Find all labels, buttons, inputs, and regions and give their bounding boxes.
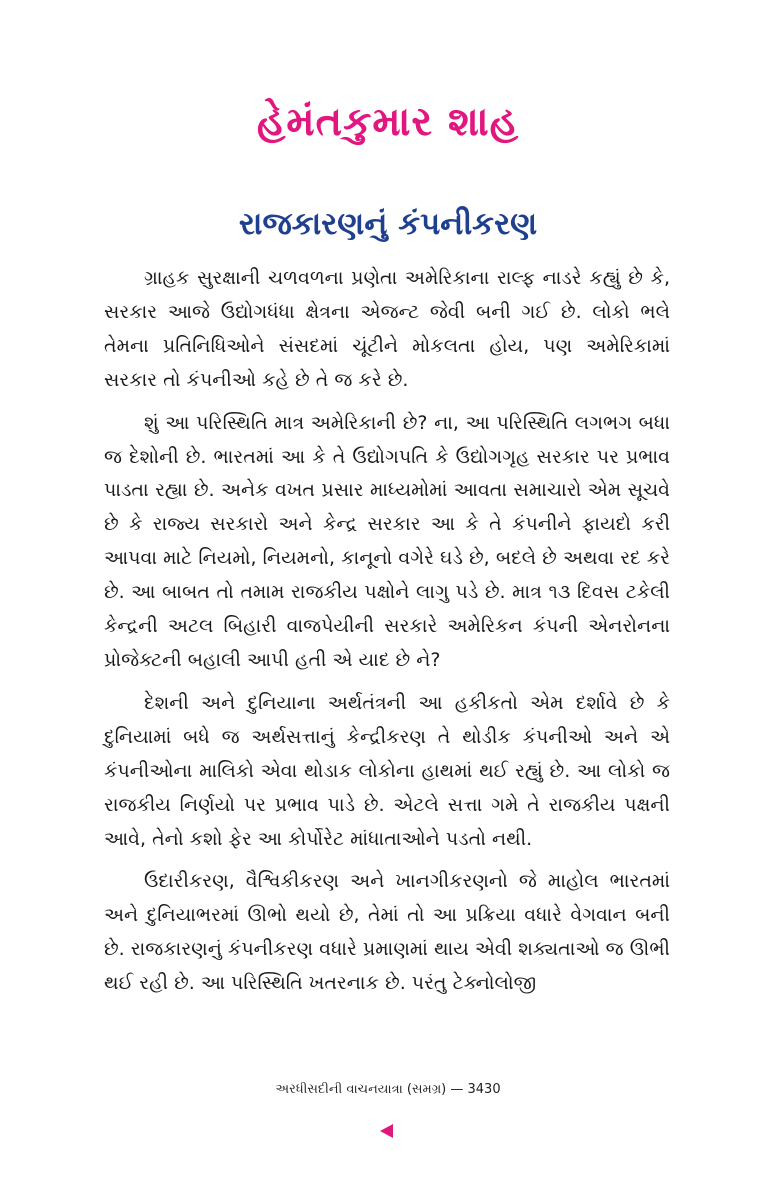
paragraph-2: શું આ પરિસ્થિતિ માત્ર અમેરિકાની છે? ના, આ પરિસ્થિતિ લગભગ બધા જ દેશોની છે. ભારતમાં આ કે તે ઉદ્યોગપતિ કે ઉદ્યોગગૃહ સરકાર પર પ્રભાવ પાડતા રહ્યા છે. અનેક વખત પ્રસાર માધ્યમોમાં આવતા સમાચારો એમ સૂચવે છે કે રાજ્ય સરકારો અને કેન્દ્ર સરકાર આ કે તે કંપનીને ફાયદો કરી આપવા માટે નિયમો, નિયમનો, કાનૂનો વગેરે ઘડે છે, બદલે છે અથવા રદ કરે છે. આ બાબત તો તમામ રાજકીય પક્ષોને લાગુ પડે છે. માત્ર ૧૩ દિવસ ટકેલી કેન્દ્રની અટલ બિહારી વાજપેયીની સરકારે અમેરિકન કંપની એનરોનના પ્રોજેક્ટની બહાલી આપી હતી એ યાદ છે ને?	[104, 411, 670, 671]
paragraph-1: ગ્રાહક સુરક્ષાની ચળવળના પ્રણેતા અમેરિકાના રાલ્ફ નાડરે કહ્યું છે કે, સરકાર આજે ઉદ્યોગધંધા ક્ષેત્રના એજન્ટ જેવી બની ગઈ છે. લોકો ભલે તેમના પ્રતિનિધિઓને સંસદમાં ચૂંટીને મોકલતા હોય, પણ અમેરિકામાં સરકાર તો કંપનીઓ કહે છે તે જ કરે છે.	[104, 267, 670, 391]
previous-page-arrow-icon[interactable]	[380, 1124, 393, 1138]
paragraph-3: દેશની અને દુનિયાના અર્થતંત્રની આ હકીકતો એમ દર્શાવે છે કે દુનિયામાં બધે જ અર્થસત્તાનું કેન્દ્રીકરણ તે થોડીક કંપનીઓ અને એ કંપનીઓના માલિકો એવા થોડાક લોકોના હાથમાં થઈ રહ્યું છે. આ લોકો જ રાજકીય નિર્ણયો પર પ્રભાવ પાડે છે. એટલે સત્તા ગમે તે રાજકીય પક્ષની આવે, તેનો કશો ફેર આ કોર્પોરેટ માંધાતાઓને પડતો નથી.	[104, 691, 670, 850]
article-body	[104, 262, 670, 1010]
page-footer: અરધીસદીની વાચનયાત્રા (સમગ્ર) — 3430	[275, 1082, 501, 1097]
author-name: હેમંતકુમાર શાહ	[256, 99, 520, 145]
paragraph-4: ઉદારીકરણ, વૈશ્વિકીકરણ અને ખાનગીકરણનો જે માહોલ ભારતમાં અને દુનિયાભરમાં ઊભો થયો છે, તેમાં તો આ પ્રક્રિયા વધારે વેગવાન બની છે. રાજકારણનું કંપનીકરણ વધારે પ્રમાણમાં થાય એવી શક્યતાઓ જ ઊભી થઈ રહી છે. આ પરિસ્થિતિ ખતરનાક છે. પરંતુ ટેક્નોલોજી	[104, 870, 670, 995]
article-title: રાજકારણનું કંપનીકરણ	[238, 206, 538, 242]
